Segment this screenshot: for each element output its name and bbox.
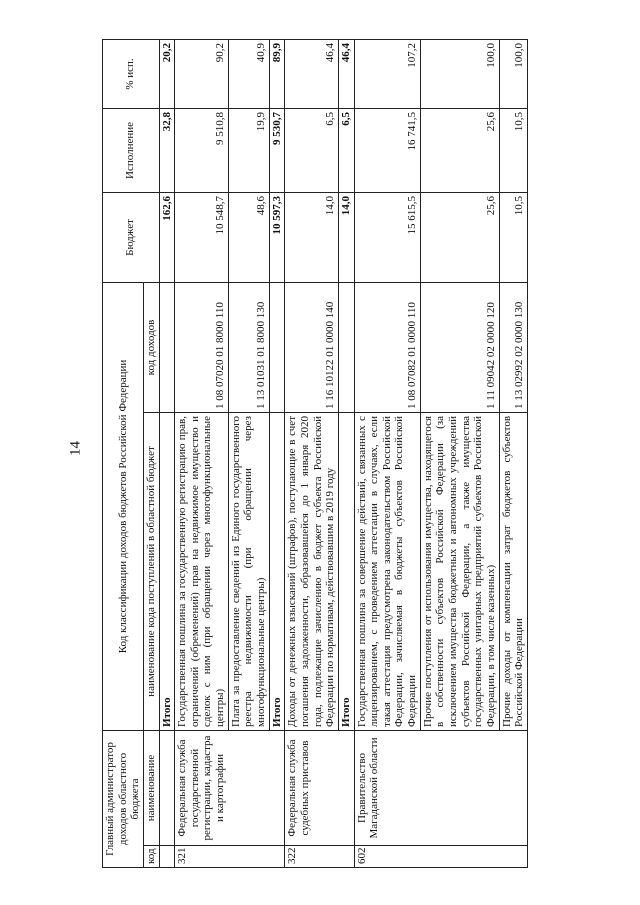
revenue-name: Доходы от денежных взысканий (штрафов), поступающие в счет погашения задолженности, образовавшейся до 1 января 2020 года, подлежащие зачислению в бюджет субъекта Российской Федерации по нормативам, действовавшим в 2019 году	[285, 412, 339, 730]
revenue-code: 1 08 07082 01 0000 110	[354, 282, 420, 412]
execution-value: 19,9	[228, 108, 269, 192]
admin-name: Федеральная служба судебных приставов	[285, 730, 354, 845]
execution-value: 9 530,7	[269, 108, 285, 192]
execution-value: 25,6	[420, 108, 499, 192]
header-execution: Исполнение	[103, 108, 160, 192]
budget-value: 162,6	[159, 192, 175, 282]
header-classif-group: Код классификации доходов бюджетов Российской Федерации	[103, 282, 144, 730]
table-row	[175, 39, 229, 867]
revenue-name: Прочие поступления от использования имущества, находящегося в собственности субъектов Российской Федерации (за исключением имущества бюджетных и автономных учреждений субъектов Российской Федерации, а также имущества государственных унитарных предприятий субъектов Российской Федерации, в том числе казенных)	[420, 412, 499, 730]
budget-value: 25,6	[420, 192, 499, 282]
header-admin-name: наименование	[143, 730, 159, 845]
page-number: 14	[67, 441, 84, 456]
percent-value: 40,9	[228, 39, 269, 108]
revenue-code: 1 13 02992 02 0000 130	[499, 282, 527, 412]
percent-value: 20,2	[159, 39, 175, 108]
budget-value: 15 615,5	[354, 192, 420, 282]
rotated-table-container	[102, 40, 600, 868]
admin-code: 602	[354, 846, 527, 868]
percent-value: 90,2	[175, 39, 229, 108]
percent-value: 46,4	[338, 39, 354, 108]
table-row	[159, 39, 175, 867]
percent-value: 89,9	[269, 39, 285, 108]
revenue-name: Прочие доходы от компенсации затрат бюджетов субъектов Российской Федерации	[499, 412, 527, 730]
execution-value: 16 741,5	[354, 108, 420, 192]
revenue-table	[102, 39, 528, 868]
header-percent: % исп.	[103, 39, 160, 108]
percent-value: 46,4	[285, 39, 339, 108]
percent-value: 100,0	[420, 39, 499, 108]
budget-value: 48,6	[228, 192, 269, 282]
header-admin-group: Главный администратор доходов областного бюджета	[103, 730, 144, 867]
revenue-code: 1 13 01031 01 8000 130	[228, 282, 269, 412]
execution-value: 10,5	[499, 108, 527, 192]
budget-value: 10,5	[499, 192, 527, 282]
revenue-name: Плата за предоставление сведений из Единого государственного реестра недвижимости (при обращении через многофункциональные центры)	[228, 412, 269, 730]
total-label: Итого	[269, 412, 285, 730]
header-budget: Бюджет	[103, 192, 160, 282]
execution-value: 6,5	[285, 108, 339, 192]
execution-value: 9 510,8	[175, 108, 229, 192]
total-label: Итого	[338, 412, 354, 730]
header-classif-code: код доходов	[143, 282, 159, 412]
revenue-code: 1 08 07020 01 8000 110	[175, 282, 229, 412]
execution-value: 6,5	[338, 108, 354, 192]
budget-value: 10 548,7	[175, 192, 229, 282]
budget-value: 14,0	[338, 192, 354, 282]
revenue-name: Государственная пошлина за государственную регистрацию прав, ограничений (обременений) прав на недвижимое имущество и сделок с ним (при обращении через многофункциональные центры)	[175, 412, 229, 730]
admin-code: 321	[175, 846, 285, 868]
revenue-code: 1 11 09042 02 0000 120	[420, 282, 499, 412]
header-admin-code: код	[143, 846, 159, 868]
budget-value: 14,0	[285, 192, 339, 282]
table-row	[354, 39, 420, 867]
total-label: Итого	[159, 412, 175, 730]
table-frame	[102, 40, 600, 868]
execution-value: 32,8	[159, 108, 175, 192]
percent-value: 107,2	[354, 39, 420, 108]
table-row	[285, 39, 339, 867]
percent-value: 100,0	[499, 39, 527, 108]
revenue-name: Государственная пошлина за совершение действий, связанных с лицензированием, с проведением аттестации в случаях, если такая аттестация предусмотрена законодательством Российской Федерации, зачисляемая в бюджеты субъектов Российской Федерации	[354, 412, 420, 730]
admin-name: Федеральная служба государственной регистрации, кадастра и картографии	[175, 730, 285, 845]
header-classif-name: наименование кода поступлений в областной бюджет	[143, 412, 159, 730]
admin-name: Правительство Магаданской области	[354, 730, 527, 845]
budget-value: 10 597,3	[269, 192, 285, 282]
admin-code: 322	[285, 846, 354, 868]
revenue-code: 1 16 10122 01 0000 140	[285, 282, 339, 412]
